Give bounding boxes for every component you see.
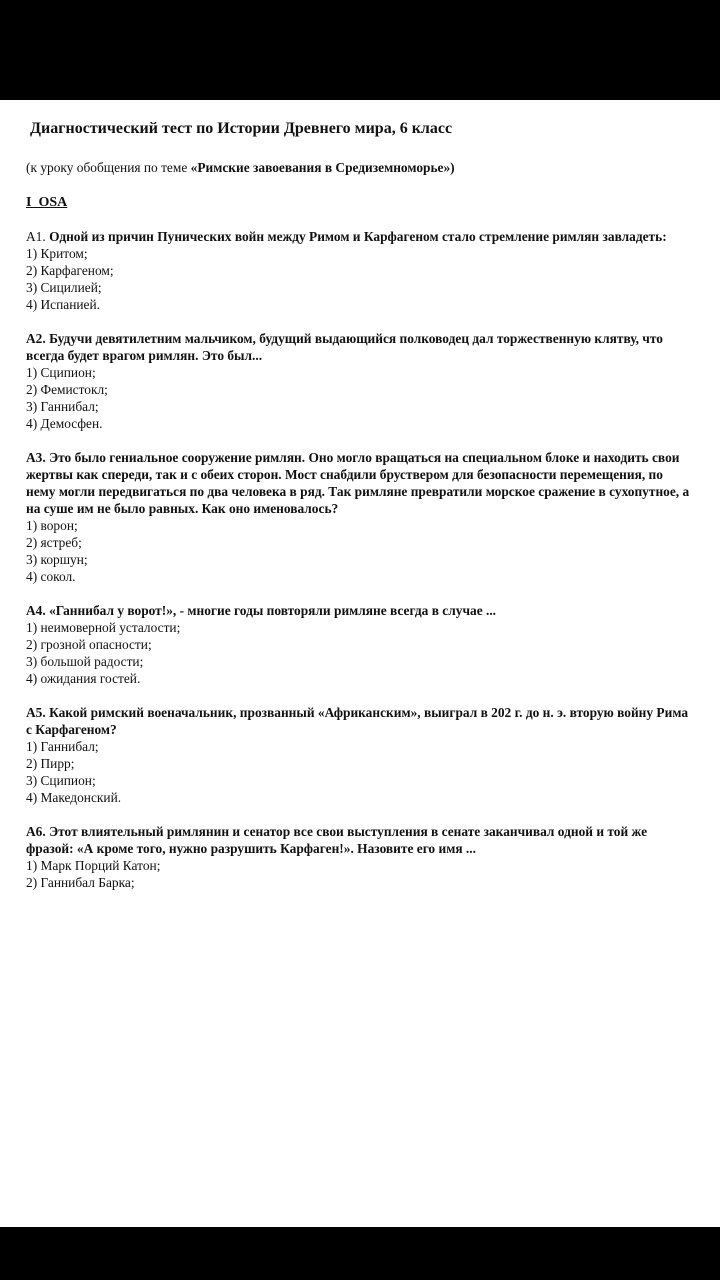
answer-option: 4) Демосфен. bbox=[26, 416, 103, 431]
question-text bbox=[26, 823, 694, 857]
question-label: А5. bbox=[26, 705, 46, 720]
question-a3 bbox=[26, 449, 694, 585]
question-a1 bbox=[26, 228, 694, 313]
question-text bbox=[26, 602, 694, 619]
answer-option: 2) ястреб; bbox=[26, 535, 82, 550]
top-black-bar bbox=[0, 0, 720, 100]
question-body: Одной из причин Пунических войн между Римом и Карфагеном стало стремление римлян завладеть: bbox=[49, 229, 667, 244]
answer-option: 2) Фемистокл; bbox=[26, 382, 108, 397]
answer-option: 2) Пирр; bbox=[26, 756, 75, 771]
question-a5 bbox=[26, 704, 694, 806]
answer-option: 3) Сицилией; bbox=[26, 280, 102, 295]
question-label: А1. bbox=[26, 229, 46, 244]
answer-option: 1) ворон; bbox=[26, 518, 78, 533]
answer-option: 1) Ганнибал; bbox=[26, 739, 99, 754]
question-text bbox=[26, 704, 694, 738]
question-label: А3. bbox=[26, 450, 46, 465]
answer-option: 3) большой радости; bbox=[26, 654, 144, 669]
question-body: Какой римский военачальник, прозванный «Африканским», выиграл в 202 г. до н. э. вторую войну Рима с Карфагеном? bbox=[26, 705, 689, 737]
answer-option: 2) Карфагеном; bbox=[26, 263, 114, 278]
question-body: Это было гениальное сооружение римлян. Оно могло вращаться на специальном блоке и находить свои жертвы как спереди, так и с обеих сторон. Мост снабдили бруствером для безопасности перемещения, по нему могли передвигаться по два человека в ряд. Так римляне превратили морское сражение в сухопутное, а на суше им не было равных. Как оно именовалось? bbox=[26, 450, 690, 516]
question-text bbox=[26, 449, 694, 517]
question-label: А2. bbox=[26, 331, 46, 346]
question-label: А6. bbox=[26, 824, 46, 839]
answer-option: 1) неимоверной усталости; bbox=[26, 620, 181, 635]
answer-option: 4) сокол. bbox=[26, 569, 76, 584]
question-body: «Ганнибал у ворот!», - многие годы повторяли римляне всегда в случае ... bbox=[49, 603, 497, 618]
answer-option: 4) Македонский. bbox=[26, 790, 122, 805]
answer-option: 4) Испанией. bbox=[26, 297, 101, 312]
answer-option: 2) Ганнибал Барка; bbox=[26, 875, 135, 890]
question-label: А4. bbox=[26, 603, 46, 618]
variant-heading: I OSA bbox=[26, 195, 68, 210]
question-a2 bbox=[26, 330, 694, 432]
bottom-black-bar bbox=[0, 1227, 720, 1280]
question-a6 bbox=[26, 823, 694, 891]
subtitle-topic: «Римские завоевания в Средиземноморье») bbox=[190, 160, 455, 175]
subtitle bbox=[26, 159, 694, 176]
answer-option: 3) Сципион; bbox=[26, 773, 96, 788]
question-body: Этот влиятельный римлянин и сенатор все свои выступления в сенате заканчивал одной и той же фразой: «А кроме того, нужно разрушить Карфаген!». Назовите его имя ... bbox=[26, 824, 648, 856]
answer-option: 2) грозной опасности; bbox=[26, 637, 152, 652]
answer-option: 3) Ганнибал; bbox=[26, 399, 99, 414]
subtitle-prefix: (к уроку обобщения по теме bbox=[26, 160, 191, 175]
question-a4 bbox=[26, 602, 694, 687]
answer-option: 3) коршун; bbox=[26, 552, 88, 567]
answer-option: 1) Сципион; bbox=[26, 365, 96, 380]
question-text bbox=[26, 228, 694, 245]
answer-option: 1) Критом; bbox=[26, 246, 88, 261]
question-text bbox=[26, 330, 694, 364]
document-content bbox=[26, 119, 694, 891]
page-title: Диагностический тест по Истории Древнего мира, 6 класс bbox=[30, 120, 453, 137]
question-body: Будучи девятилетним мальчиком, будущий выдающийся полководец дал торжественную клятву, что всегда будет врагом римлян. Это был... bbox=[26, 331, 663, 363]
answer-option: 1) Марк Порций Катон; bbox=[26, 858, 161, 873]
answer-option: 4) ожидания гостей. bbox=[26, 671, 141, 686]
